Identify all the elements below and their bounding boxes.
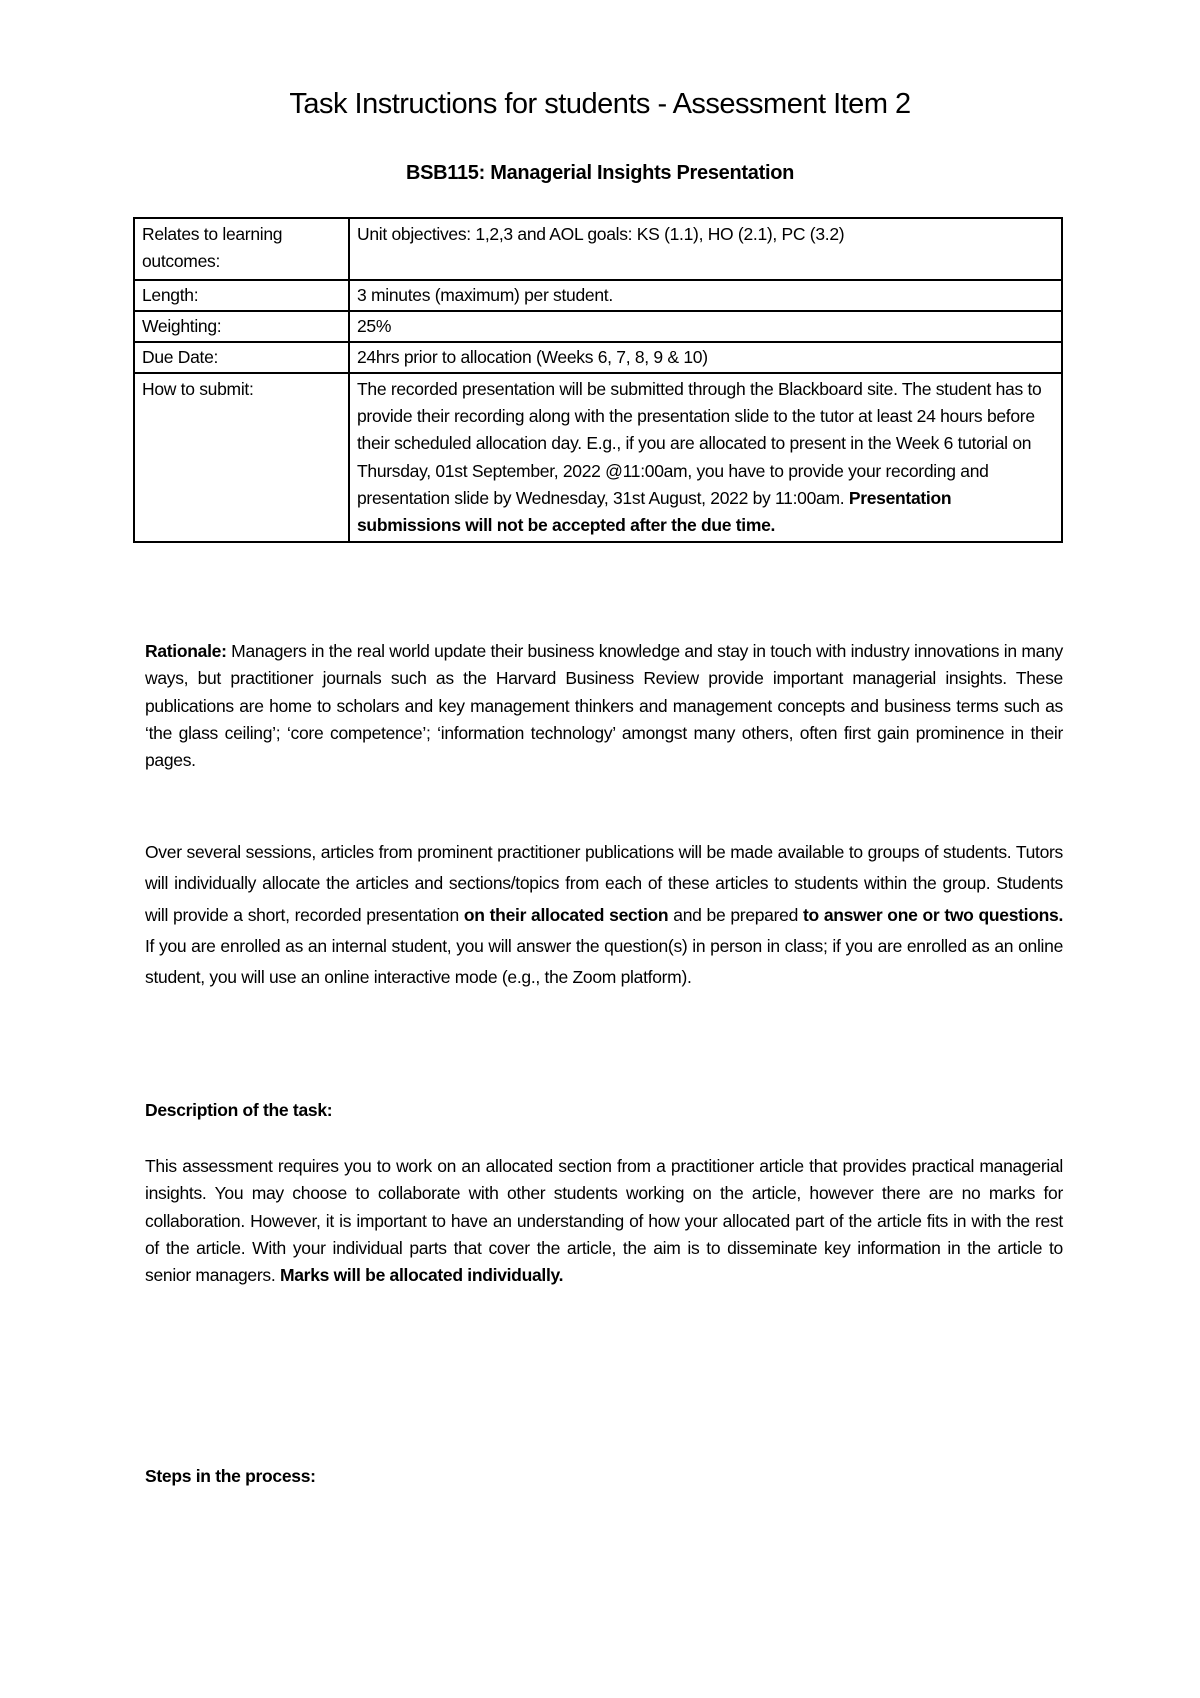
row-label: How to submit: bbox=[134, 373, 349, 542]
rationale-text: Managers in the real world update their business knowledge and stay in touch with industry innovations in many ways, but practitioner journals such as the Harvard Business Review provide important managerial insights. These publications are home to scholars and key management thinkers and management concepts and business terms such as ‘the glass ceiling’; ‘core competence’; ‘information technology’ amongst many others, often first gain prominence in their pages. bbox=[145, 641, 1063, 771]
row-label: Due Date: bbox=[134, 342, 349, 373]
assessment-info-table bbox=[133, 217, 1063, 543]
sessions-text: Over several sessions, articles from prominent practitioner publications will be made available to groups of students. Tutors will individually allocate the articles and sections/topics from each of these articles to students within the group. Students will provide a short, recorded presentation bbox=[145, 842, 1063, 925]
description-text: This assessment requires you to work on an allocated section from a practitioner article that provides practical managerial insights. You may choose to collaborate with other students working on the article, however there are no marks for collaboration. However, it is important to have an understanding of how your allocated part of the article fits in with the rest of the article. With your individual parts that cover the article, the aim is to disseminate key information in the article to senior managers. bbox=[145, 1156, 1063, 1286]
table-row bbox=[134, 218, 1062, 280]
table-row bbox=[134, 373, 1062, 542]
rationale-label: Rationale: bbox=[145, 641, 227, 661]
table-row bbox=[134, 311, 1062, 342]
sessions-paragraph bbox=[145, 837, 1063, 993]
row-value: 25% bbox=[349, 311, 1062, 342]
submit-instructions: The recorded presentation will be submitted through the Blackboard site. The student has to provide their recording along with the presentation slide to the tutor at least 24 hours before their scheduled allocation day. E.g., if you are allocated to present in the Week 6 tutorial on Thursday, 01st September, 2022 @11:00am, you have to provide your recording and presentation slide by Wednesday, 31st August, 2022 by 11:00am. bbox=[357, 379, 1042, 508]
page-subtitle: BSB115: Managerial Insights Presentation bbox=[405, 162, 795, 184]
table-row bbox=[134, 280, 1062, 311]
row-label: Relates to learning outcomes: bbox=[134, 218, 349, 280]
description-heading: Description of the task: bbox=[145, 1100, 333, 1120]
sessions-text: and be prepared bbox=[668, 904, 803, 925]
description-paragraph bbox=[145, 1153, 1063, 1289]
row-label: Length: bbox=[134, 280, 349, 311]
row-value bbox=[349, 373, 1062, 542]
row-value: Unit objectives: 1,2,3 and AOL goals: KS (1.1), HO (2.1), PC (3.2) bbox=[349, 218, 1062, 280]
submit-warning: Presentation submissions will not be accepted after the due time. bbox=[357, 487, 952, 536]
rationale-paragraph bbox=[145, 638, 1063, 774]
sessions-text: If you are enrolled as an internal student, you will answer the question(s) in person in class; if you are enrolled as an online student, you will use an online interactive mode (e.g., the Zoom platform). bbox=[145, 935, 1063, 988]
page-title: Task Instructions for students - Assessment Item 2 bbox=[289, 88, 911, 120]
row-label: Weighting: bbox=[134, 311, 349, 342]
row-value: 3 minutes (maximum) per student. bbox=[349, 280, 1062, 311]
row-value: 24hrs prior to allocation (Weeks 6, 7, 8, 9 & 10) bbox=[349, 342, 1062, 373]
sessions-emphasis: to answer one or two questions. bbox=[802, 904, 1064, 925]
table-row bbox=[134, 342, 1062, 373]
sessions-emphasis: on their allocated section bbox=[463, 904, 669, 925]
description-emphasis: Marks will be allocated individually. bbox=[279, 1265, 564, 1286]
steps-heading: Steps in the process: bbox=[145, 1466, 316, 1486]
